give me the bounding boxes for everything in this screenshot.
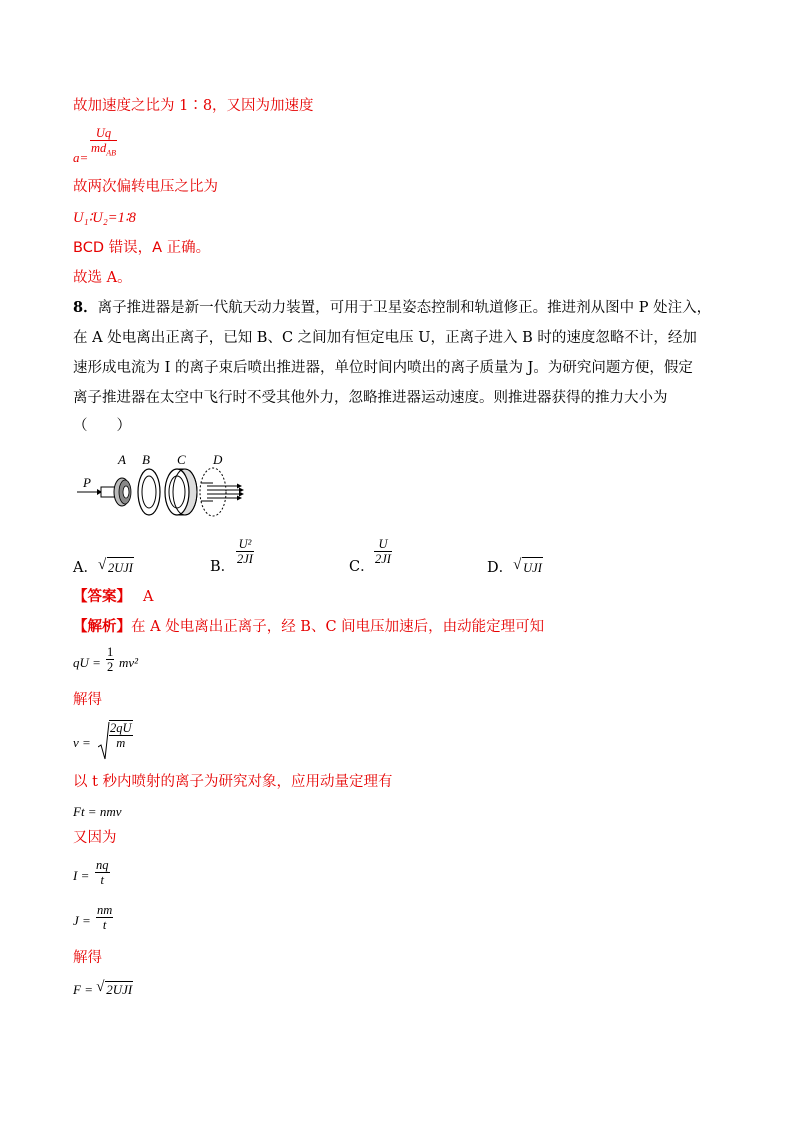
prev-line-voltage-ratio: 故两次偏转电压之比为 bbox=[73, 179, 218, 195]
eq-kinetic-energy: qU = 1 2 mv² bbox=[73, 645, 139, 674]
figure-label-c: C bbox=[177, 452, 186, 467]
solve-line-2: 解得 bbox=[73, 950, 102, 966]
answer-tag: 【答案】 bbox=[73, 588, 131, 605]
formula-a-num: Uq bbox=[95, 126, 112, 140]
formula-a-fraction bbox=[90, 126, 117, 161]
formula-a-den: $md_{AB}$ bbox=[91, 141, 117, 158]
ion-thruster-figure bbox=[75, 447, 250, 522]
prev-line-bcd-wrong: BCD 错误，A 正确。 bbox=[73, 240, 211, 256]
analysis-tag: 【解析】 bbox=[73, 618, 131, 635]
question-line-2: 在 A 处电离出正离子，已知 B、C 之间加有恒定电压 U，正离子进入 B 时的速度忽略不计，经加 bbox=[73, 330, 697, 346]
question-line-3: 速形成电流为 I 的离子束后喷出推进器，单位时间内喷出的离子质量为 J。为研究问题方便，假定 bbox=[73, 360, 693, 376]
question-text-1: 离子推进器是新一代航天动力装置，可用于卫星姿态控制和轨道修正。推进剂从图中 P 处注入， bbox=[97, 300, 712, 316]
choice-b-fraction: U² 2JI bbox=[237, 537, 253, 566]
choice-a[interactable]: A． √ 2UJI bbox=[73, 557, 133, 576]
question-number: 8． bbox=[73, 299, 98, 316]
figure-label-p: P bbox=[83, 475, 91, 490]
prev-line-accel-ratio: 故加速度之比为 1∶8，又因为加速度 bbox=[73, 98, 314, 114]
figure-label-b: B bbox=[142, 452, 150, 467]
prev-line-choose-a: 故选 A。 bbox=[73, 270, 132, 286]
also-line: 又因为 bbox=[73, 830, 117, 846]
choice-d-expr: √ UJI bbox=[513, 557, 543, 578]
choice-c[interactable]: C． bbox=[349, 559, 375, 575]
inlet-tube bbox=[101, 487, 115, 497]
figure-label-d: D bbox=[213, 452, 223, 467]
question-line-4: 离子推进器在太空中飞行时不受其他外力，忽略推进器运动速度。则推进器获得的推力大小为 bbox=[73, 390, 668, 406]
question-line-1 bbox=[73, 298, 711, 318]
prev-voltage-ratio-formula: U₁∶U₂=1∶8 bbox=[73, 210, 136, 226]
choice-b[interactable]: B． bbox=[210, 559, 236, 575]
answer-line bbox=[73, 587, 153, 607]
analysis-line-momentum: 以 t 秒内喷射的离子为研究对象，应用动量定理有 bbox=[73, 774, 393, 790]
ion-beam-arrows bbox=[207, 486, 239, 498]
ring-d bbox=[200, 468, 226, 516]
eq-mass-rate: J = nm t bbox=[73, 903, 113, 932]
formula-a-lhs: a= bbox=[73, 150, 89, 165]
question-blank: （ ） bbox=[73, 418, 131, 434]
analysis-line-1: 【解析】在 A 处电离出正离子，经 B、C 间电压加速后，由动能定理可知 bbox=[73, 618, 545, 635]
figure-label-a: A bbox=[118, 452, 126, 467]
choice-c-fraction: U 2JI bbox=[375, 537, 391, 566]
answer-value: A bbox=[143, 589, 154, 605]
eq-thrust: F = √ 2UJI bbox=[73, 979, 133, 997]
eq-velocity: v = 2qU m bbox=[73, 719, 173, 763]
solve-line-1: 解得 bbox=[73, 692, 102, 708]
choice-d[interactable]: D． √ UJI bbox=[487, 557, 542, 576]
choice-a-expr: √ 2UJI bbox=[98, 557, 134, 578]
eq-impulse: Ft = nmv bbox=[73, 804, 122, 819]
eq-current: I = nq t bbox=[73, 858, 109, 887]
formula-acceleration bbox=[73, 124, 153, 168]
